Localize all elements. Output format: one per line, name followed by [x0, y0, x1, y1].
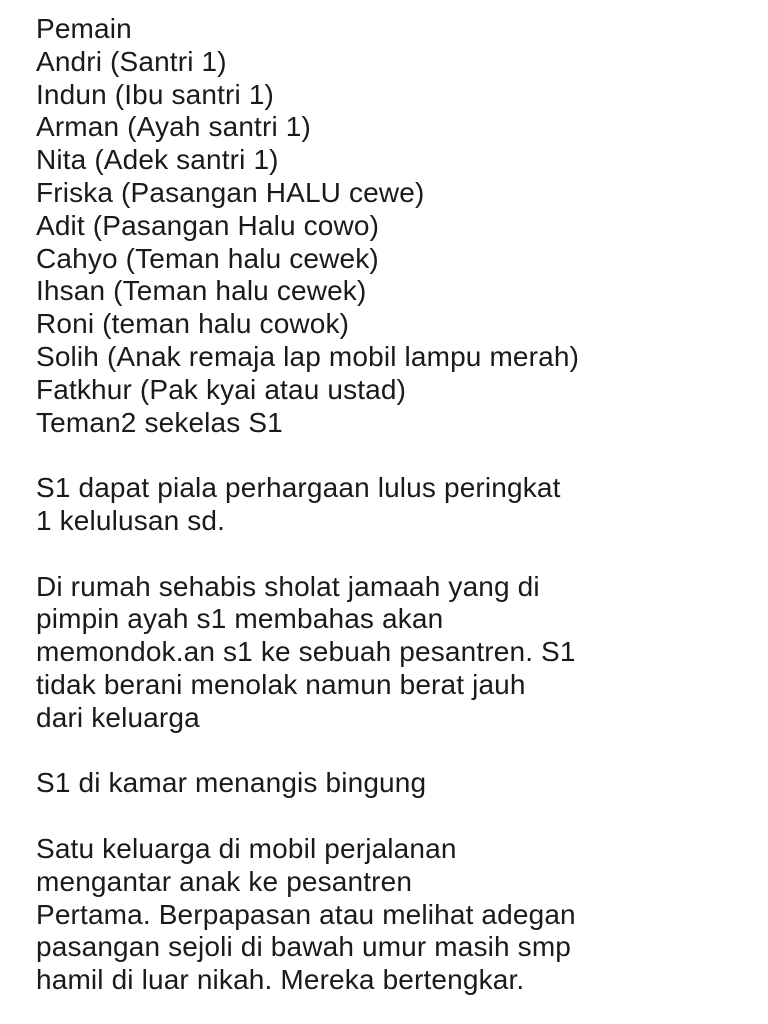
scene-line: pimpin ayah s1 membahas akan [36, 603, 444, 635]
scene-line: pasangan sejoli di bawah umur masih smp [36, 931, 572, 963]
scene-paragraph [36, 472, 764, 538]
cast-heading: Pemain [36, 13, 132, 44]
paragraph-gap [36, 800, 764, 833]
scene-line: 1 kelulusan sd. [36, 504, 226, 536]
scene-line: Pertama. Berpapasan atau melihat adegan [36, 898, 576, 930]
scene-paragraph [36, 571, 764, 735]
cast-member: Nita (Adek santri 1) [36, 144, 279, 176]
cast-member: Arman (Ayah santri 1) [36, 111, 311, 143]
cast-member: Indun (Ibu santri 1) [36, 78, 275, 110]
scene-line: Satu keluarga di mobil perjalanan [36, 832, 457, 864]
scene-paragraph [36, 833, 764, 997]
scene-paragraph [36, 767, 764, 800]
scene-line: S1 di kamar menangis bingung [36, 767, 427, 799]
cast-member: Fatkhur (Pak kyai atau ustad) [36, 373, 407, 405]
scene-line: Di rumah sehabis sholat jamaah yang di [36, 570, 540, 602]
cast-member: Teman2 sekelas S1 [36, 406, 283, 438]
script-document [36, 13, 764, 997]
paragraph-gap [36, 538, 764, 571]
paragraph-gap [36, 439, 764, 472]
cast-member: Adit (Pasangan Halu cowo) [36, 209, 380, 241]
scene-line: hamil di luar nikah. Mereka bertengkar. [36, 964, 525, 996]
cast-member: Ihsan (Teman halu cewek) [36, 275, 367, 307]
scene-line: memondok.an s1 ke sebuah pesantren. S1 [36, 636, 576, 668]
cast-member: Roni (teman halu cowok) [36, 308, 350, 340]
cast-member: Andri (Santri 1) [36, 45, 227, 77]
scene-line: S1 dapat piala perhargaan lulus peringkat [36, 472, 561, 504]
cast-member: Friska (Pasangan HALU cewe) [36, 176, 425, 208]
scene-line: tidak berani menolak namun berat jauh [36, 668, 526, 700]
cast-member: Solih (Anak remaja lap mobil lampu merah) [36, 340, 580, 372]
paragraph-gap [36, 735, 764, 768]
scene-line: dari keluarga [36, 701, 200, 733]
cast-member: Cahyo (Teman halu cewek) [36, 242, 379, 274]
scene-line: mengantar anak ke pesantren [36, 865, 413, 897]
